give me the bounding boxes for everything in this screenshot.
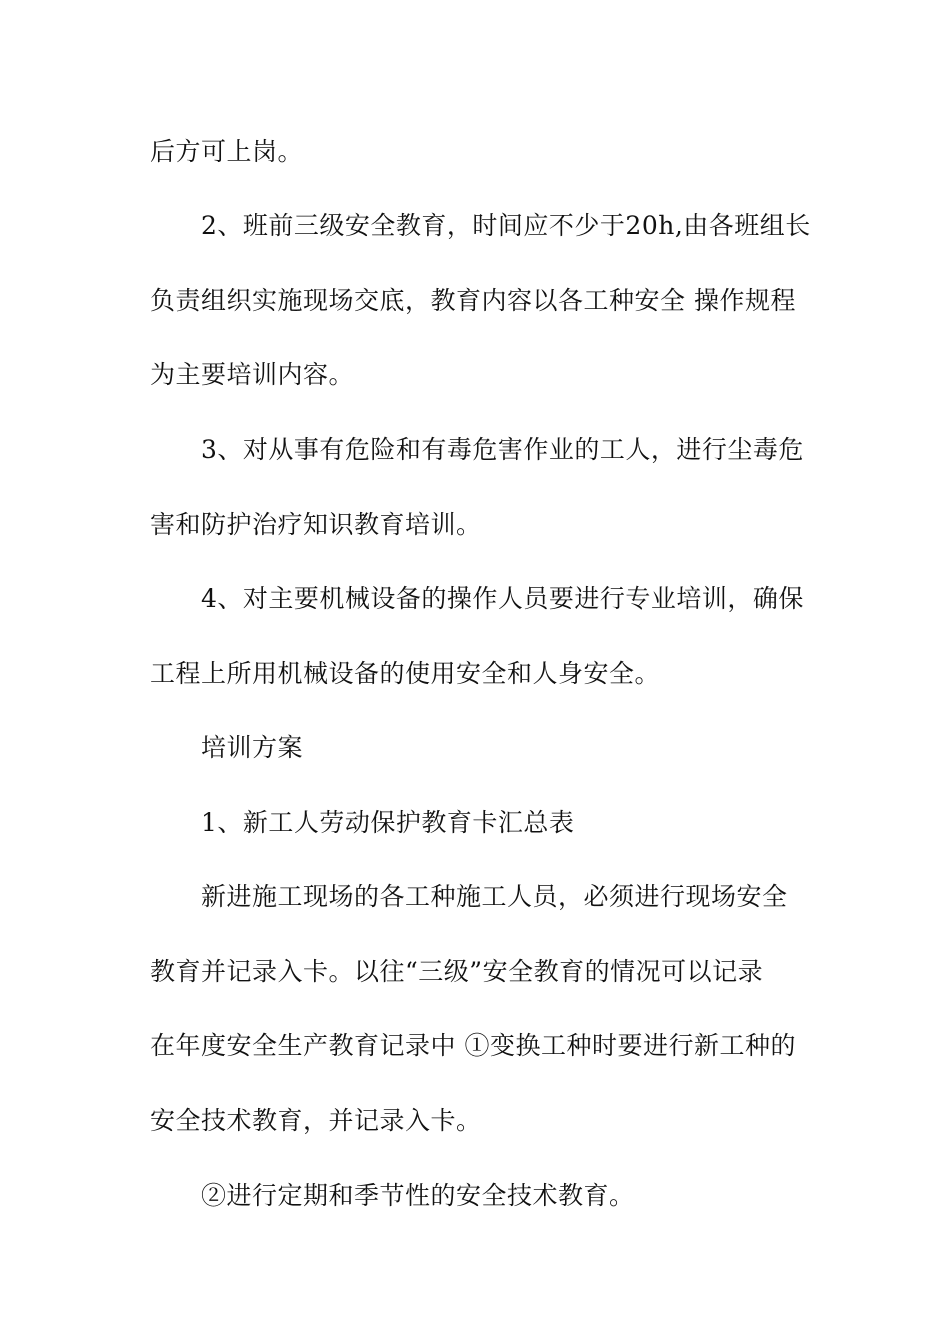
section-heading: 培训方案: [201, 733, 304, 762]
paragraph-line: 新进施工现场的各工种施工人员，必须进行现场安全: [201, 882, 788, 911]
text-line: 教育并记录入卡。以往“三级”安全教育的情况可以记录: [150, 957, 764, 986]
text-line: 安全技术教育，并记录入卡。: [150, 1106, 482, 1135]
text-line: 负责组织实施现场交底，教育内容以各工种安全 操作规程: [150, 286, 796, 315]
text-line: 害和防护治疗知识教育培训。: [150, 510, 482, 539]
paragraph-line: 4、对主要机械设备的操作人员要进行专业培训，确保: [201, 584, 804, 613]
text-line: 在年度安全生产教育记录中 ①变换工种时要进行新工种的: [150, 1031, 796, 1060]
paragraph-line: ②进行定期和季节性的安全技术教育。: [201, 1181, 635, 1210]
text-line: 后方可上岗。: [150, 137, 304, 166]
text-line: 为主要培训内容。: [150, 360, 355, 389]
text-line: 工程上所用机械设备的使用安全和人身安全。: [150, 659, 661, 688]
paragraph-line: 3、对从事有危险和有毒危害作业的工人，进行尘毒危: [201, 435, 804, 464]
subheading: 1、新工人劳动保护教育卡汇总表: [201, 808, 575, 837]
paragraph-line: 2、班前三级安全教育，时间应不少于20h,由各班组长: [201, 211, 811, 240]
